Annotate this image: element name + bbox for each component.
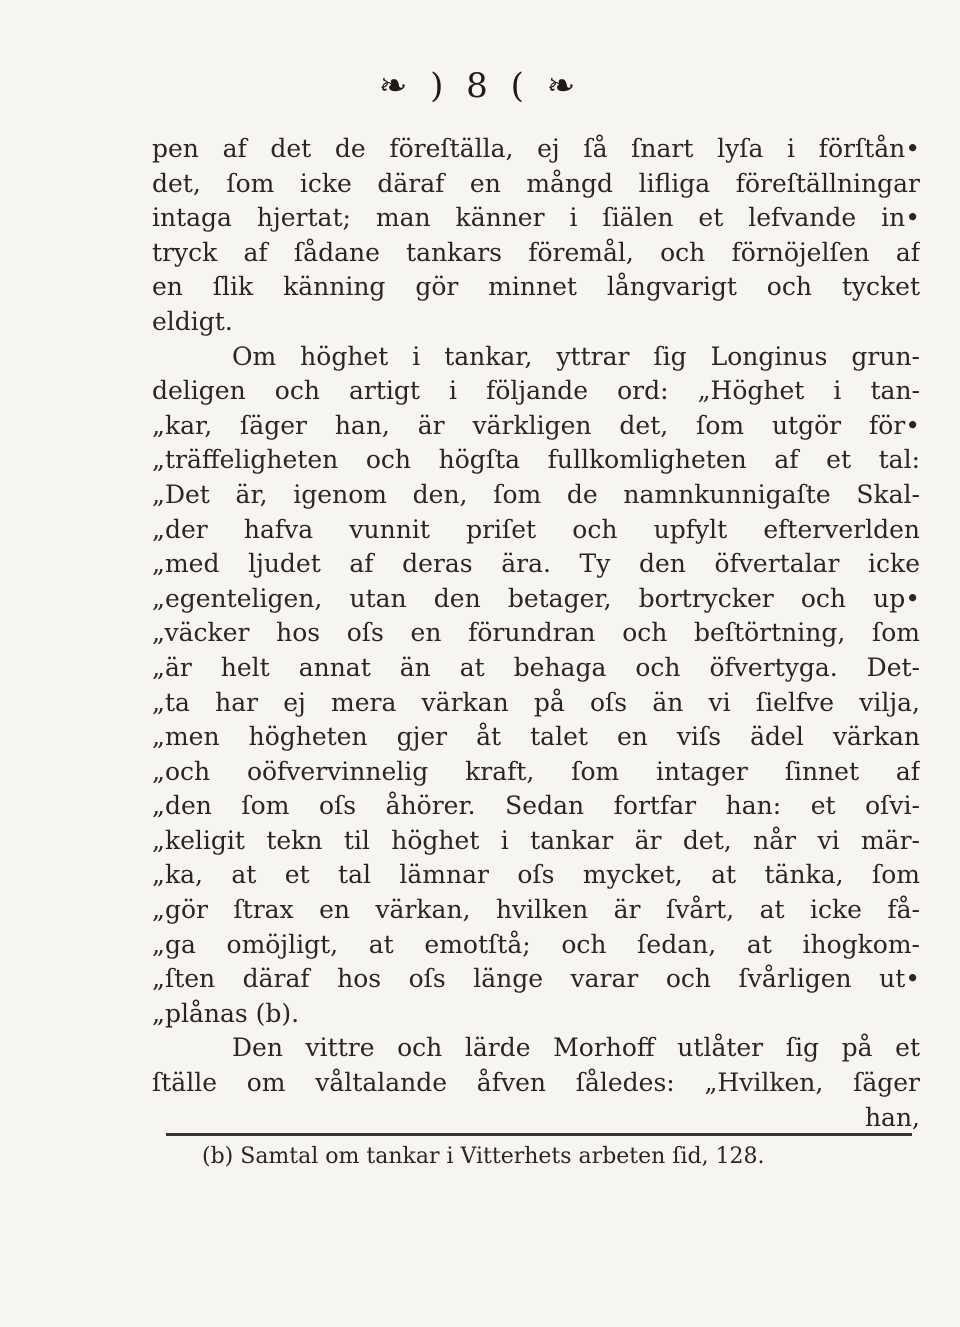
text-line: en ſlik känning gör minnet långvarigt och tycket xyxy=(152,272,920,302)
text-line: intaga hjertat; man känner i ſiälen et lefvande in• xyxy=(152,203,920,233)
text-line: „ga omöjligt, at emotſtå; och ſedan, at ihogkom- xyxy=(152,929,920,959)
text-line: „ka, at et tal lämnar oſs mycket, at tänka, ſom xyxy=(152,860,920,890)
text-line: Den vittre och lärde Morhoff utlåter ſig på et xyxy=(232,1033,920,1063)
text-line: Om höghet i tankar, yttrar ſig Longinus grun- xyxy=(232,341,920,371)
text-line: pen af det de föreſtälla, ej ſå ſnart lyſa i förſtån• xyxy=(152,134,920,163)
text-line: „men högheten gjer åt talet en viſs ädel värkan xyxy=(152,722,920,752)
text-line: „plånas (b). xyxy=(152,998,300,1028)
text-line: „gör ſtrax en värkan, hvilken är ſvårt, at icke få- xyxy=(152,895,920,925)
text-line: „ſten däraf hos oſs länge varar och ſvårligen ut• xyxy=(152,964,920,994)
text-line: det, ſom icke däraf en mångd lifliga föreſtällningar xyxy=(152,168,920,198)
catchword: han, xyxy=(864,1102,920,1132)
text-line: „och oöfvervinnelig kraft, ſom intager ſinnet af xyxy=(152,756,920,786)
footnote: (b) Samtal om tankar i Vitterhets arbeten ſid, 128. xyxy=(202,1144,765,1169)
text-line: ſtälle om våltalande åfven ſåledes: „Hvilken, ſäger xyxy=(152,1068,920,1098)
page-header: ❧ ) 8 ( ❧ xyxy=(378,66,582,106)
text-line: eldigt. xyxy=(152,306,233,336)
text-line: „är helt annat än at behaga och öfvertyga. Det- xyxy=(152,652,920,682)
text-line: „väcker hos oſs en förundran och beſtörtning, ſom xyxy=(152,618,920,648)
text-line: „keligit tekn til höghet i tankar är det, når vi mär- xyxy=(152,825,920,855)
text-line: „ta har ej mera värkan på oſs än vi ſielfve vilja, xyxy=(152,687,920,717)
body-text xyxy=(152,132,920,1135)
text-line: „med ljudet af deras ära. Ty den öfvertalar icke xyxy=(152,549,920,579)
text-line: „träffeligheten och högſta fullkomligheten af et tal: xyxy=(152,445,920,475)
text-line: „Det är, igenom den, ſom de namnkunnigaſte Skal- xyxy=(152,479,920,509)
text-line: „egenteligen, utan den betager, bortrycker och up• xyxy=(152,583,920,613)
text-line: tryck af ſådane tankars föremål, och förnöjelſen af xyxy=(152,237,920,267)
text-line: „kar, ſäger han, är värkligen det, ſom utgör för• xyxy=(152,410,920,440)
text-line: „der hafva vunnit priſet och upfylt efterverlden xyxy=(152,514,920,544)
text-line: „den ſom oſs åhörer. Sedan fortfar han: et oſvi- xyxy=(152,791,920,821)
text-line: deligen och artigt i följande ord: „Höghet i tan- xyxy=(152,376,920,406)
footnote-rule xyxy=(166,1133,912,1136)
